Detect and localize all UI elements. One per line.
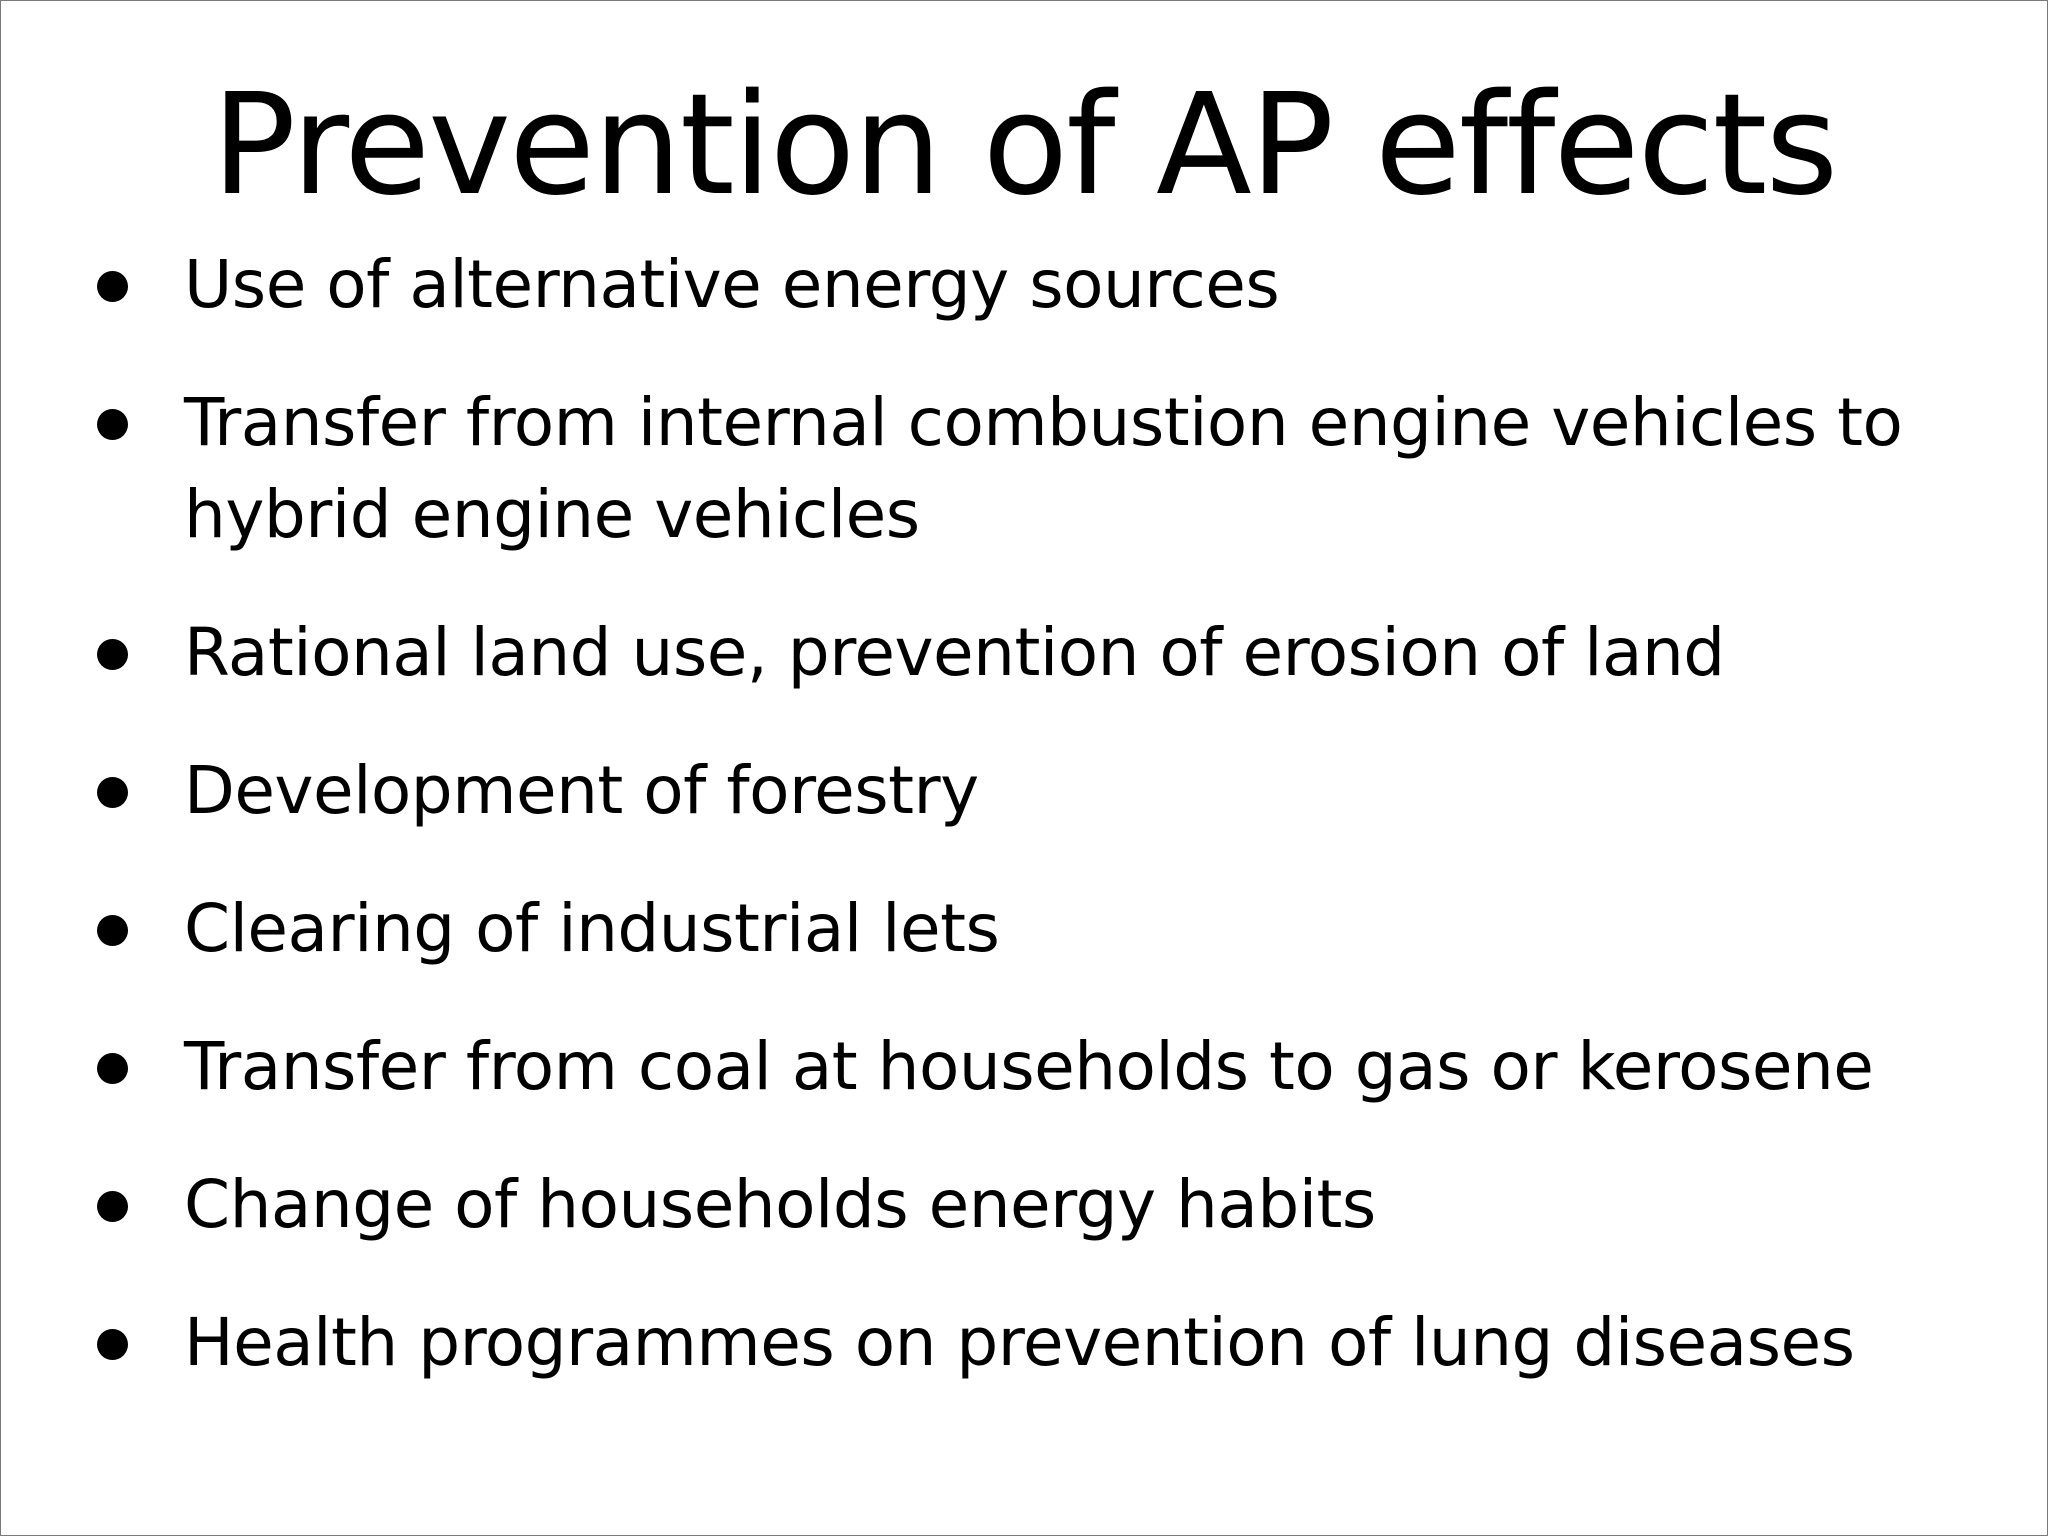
bullet-text: Use of alternative energy sources: [184, 246, 1280, 323]
bullet-dot-icon: [97, 639, 128, 670]
bullet-item: [97, 1159, 1987, 1251]
bullet-item: [97, 377, 1987, 561]
bullet-item: [97, 745, 1987, 837]
bullet-dot-icon: [97, 271, 128, 302]
bullet-text: Change of households energy habits: [184, 1166, 1376, 1243]
bullet-dot-icon: [97, 915, 128, 946]
bullet-item: [97, 1297, 1987, 1389]
bullet-dot-icon: [97, 1329, 128, 1360]
bullet-dot-icon: [97, 777, 128, 808]
bullet-text: Development of forestry: [184, 752, 979, 829]
slide-title: Prevention of AP effects: [211, 64, 1837, 227]
bullet-text: Rational land use, prevention of erosion of land: [184, 614, 1725, 691]
bullet-text: Transfer from coal at households to gas or kerosene: [184, 1028, 1874, 1105]
bullet-text: Transfer from internal combustion engine vehicles to hybrid engine vehicles: [184, 384, 1903, 553]
bullet-dot-icon: [97, 1053, 128, 1084]
bullet-text: Health programmes on prevention of lung diseases: [184, 1304, 1855, 1381]
bullet-list: [97, 239, 1987, 1435]
bullet-item: [97, 239, 1987, 331]
bullet-dot-icon: [97, 1191, 128, 1222]
bullet-dot-icon: [97, 409, 128, 440]
bullet-item: [97, 607, 1987, 699]
bullet-item: [97, 1021, 1987, 1113]
bullet-item: [97, 883, 1987, 975]
bullet-text: Clearing of industrial lets: [184, 890, 1000, 967]
